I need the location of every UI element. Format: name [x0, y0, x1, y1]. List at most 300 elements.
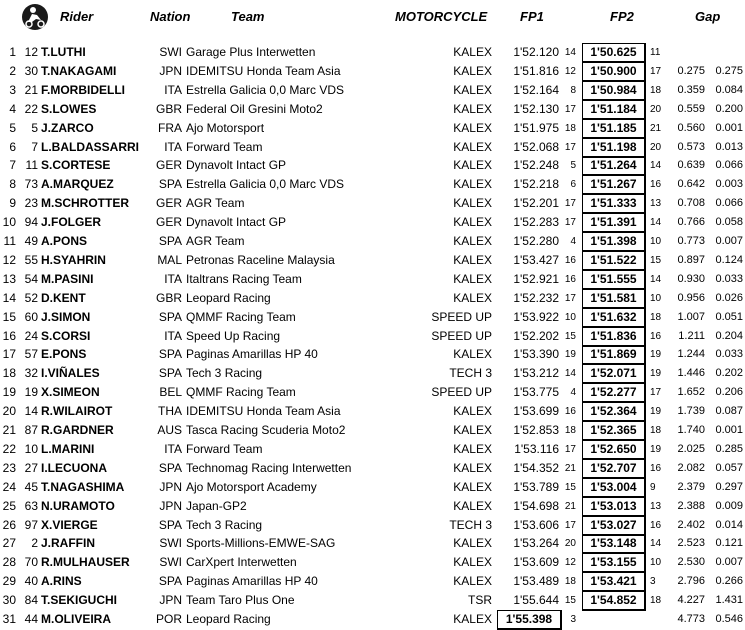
gap-to-previous: 0.087 — [715, 405, 743, 418]
fp2-time: 1'51.184 — [582, 100, 646, 120]
position: 8 — [9, 177, 16, 192]
team-name: QMMF Racing Team — [186, 309, 296, 324]
fp1-lap: 16 — [564, 406, 576, 418]
header-motorcycle: MOTORCYCLE — [395, 9, 488, 24]
fp1-time: 1'53.775 — [513, 385, 559, 400]
header-rider: Rider — [60, 9, 94, 24]
position: 7 — [9, 158, 16, 173]
table-row — [0, 156, 745, 175]
gap-to-leader: 1.211 — [678, 329, 705, 342]
motorcycle: KALEX — [453, 574, 492, 589]
fp1-lap: 14 — [564, 47, 576, 58]
team-name: IDEMITSU Honda Team Asia — [186, 404, 341, 419]
fp1-time: 1'53.922 — [513, 309, 559, 324]
table-row — [0, 62, 745, 81]
header-team: Team — [231, 9, 265, 24]
table-row — [0, 308, 745, 327]
team-name: Paginas Amarillas HP 40 — [186, 574, 318, 589]
rider-number: 63 — [24, 498, 38, 513]
nation: ITA — [164, 82, 182, 97]
table-row — [0, 591, 745, 610]
gap-to-previous: 0.285 — [715, 442, 743, 455]
gap-to-previous: 0.033 — [715, 272, 743, 285]
gap-to-previous: 0.266 — [715, 575, 743, 588]
rider-number: 22 — [24, 101, 38, 116]
fp2-time: 1'51.391 — [582, 213, 646, 233]
fp1-lap: 17 — [564, 292, 576, 304]
table-row — [0, 478, 745, 497]
fp1-lap: 18 — [564, 122, 576, 134]
fp2-lap: 20 — [650, 141, 662, 153]
fp1-lap: 14 — [564, 368, 576, 380]
table-row — [0, 43, 745, 62]
gap-to-previous: 0.057 — [715, 461, 743, 474]
gap-to-previous: 0.124 — [715, 253, 743, 266]
gap-to-previous: 0.013 — [715, 140, 743, 153]
position: 31 — [2, 612, 16, 626]
fp1-time: 1'53.699 — [513, 404, 559, 419]
position: 14 — [2, 290, 16, 305]
rider-name: I.LECUONA — [41, 460, 107, 475]
team-name: AGR Team — [186, 234, 245, 248]
gap-to-previous: 0.007 — [715, 235, 743, 247]
rider-number: 70 — [24, 555, 38, 570]
table-row — [0, 402, 745, 421]
position: 17 — [2, 347, 16, 362]
fp1-time: 1'52.068 — [513, 139, 559, 154]
fp2-lap: 15 — [650, 254, 662, 266]
fp1-lap: 16 — [564, 254, 576, 266]
fp2-time: 1'51.869 — [582, 345, 646, 365]
fp2-time: 1'51.522 — [582, 251, 646, 271]
fp2-lap: 16 — [650, 519, 662, 531]
rider-number: 32 — [24, 366, 38, 381]
fp2-time: 1'52.277 — [582, 383, 646, 403]
motorcycle: KALEX — [453, 196, 492, 211]
rider-number: 14 — [24, 404, 38, 419]
motorcycle: KALEX — [453, 252, 492, 267]
position: 2 — [9, 63, 16, 78]
fp1-lap: 3 — [570, 614, 576, 625]
gap-to-leader: 2.402 — [677, 518, 705, 531]
table-row — [0, 534, 745, 553]
fp2-time: 1'51.581 — [582, 289, 646, 309]
motorcycle: KALEX — [453, 234, 492, 248]
position: 11 — [3, 234, 16, 248]
rider-name: N.URAMOTO — [41, 498, 115, 513]
gap-to-previous: 0.026 — [715, 291, 743, 304]
team-name: Leopard Racing — [186, 290, 271, 305]
gap-to-leader: 2.025 — [677, 442, 705, 455]
team-name: Ajo Motorsport — [186, 120, 265, 135]
rider-number: 49 — [24, 234, 38, 248]
rider-name: L.BALDASSARRI — [41, 139, 139, 154]
table-row — [0, 516, 745, 535]
fp1-time: 1'53.212 — [513, 366, 559, 381]
gap-to-previous: 0.200 — [715, 102, 743, 115]
rider-number: 60 — [24, 309, 38, 324]
table-row — [0, 194, 745, 213]
team-name: Paginas Amarillas HP 40 — [186, 347, 318, 362]
fp2-lap: 20 — [650, 103, 662, 115]
team-name: Speed Up Racing — [186, 328, 281, 343]
fp2-time: 1'51.198 — [582, 138, 646, 158]
position: 10 — [2, 215, 16, 230]
table-row — [0, 251, 745, 270]
nation: JPN — [159, 498, 182, 513]
gap-to-previous: 1.431 — [715, 594, 743, 607]
fp2-time: 1'51.836 — [582, 327, 646, 347]
motorcycle: TECH 3 — [449, 517, 492, 532]
fp2-lap: 19 — [650, 349, 662, 361]
table-row — [0, 232, 745, 251]
team-name: CarXpert Interwetten — [186, 555, 297, 570]
fp2-time: 1'51.333 — [582, 194, 646, 214]
fp1-time: 1'53.606 — [513, 517, 559, 532]
gap-to-leader: 0.956 — [677, 291, 705, 304]
motorcycle: TECH 3 — [449, 366, 492, 381]
rider-number: 7 — [31, 139, 38, 154]
fp1-time: 1'55.644 — [513, 593, 559, 608]
fp2-time: 1'51.185 — [582, 119, 646, 139]
fp1-time: 1'54.698 — [513, 498, 559, 513]
fp2-time: 1'51.267 — [582, 175, 646, 195]
position: 21 — [2, 423, 16, 437]
position: 12 — [2, 252, 16, 267]
gap-to-previous: 0.297 — [715, 480, 743, 493]
gap-to-leader: 4.227 — [677, 594, 705, 607]
fp2-lap: 19 — [650, 406, 662, 418]
table-row — [0, 100, 745, 119]
fp1-time: 1'52.202 — [513, 328, 559, 343]
gap-to-leader: 1.007 — [677, 310, 705, 323]
fp2-lap: 9 — [650, 481, 656, 493]
fp2-lap: 10 — [650, 557, 662, 569]
motorcycle: KALEX — [453, 441, 492, 456]
fp2-lap: 16 — [650, 179, 662, 191]
gap-to-leader: 1.446 — [677, 367, 705, 380]
rider-name: L.MARINI — [41, 441, 95, 456]
fp2-lap: 21 — [650, 122, 662, 134]
fp2-time: 1'53.148 — [582, 534, 646, 554]
position: 30 — [2, 593, 16, 608]
team-name: Federal Oil Gresini Moto2 — [186, 101, 323, 116]
fp1-lap: 15 — [564, 595, 576, 607]
nation: SWI — [159, 536, 182, 551]
motorcycle: KALEX — [453, 404, 492, 419]
team-name: Leopard Racing — [186, 612, 271, 626]
fp1-time: 1'52.853 — [513, 423, 559, 437]
table-row — [0, 364, 745, 383]
motorcycle: KALEX — [453, 158, 492, 173]
fp2-lap: 14 — [650, 538, 662, 550]
fp2-time: 1'53.027 — [582, 516, 646, 536]
rider-name: J.ZARCO — [41, 120, 94, 135]
rider-number: 57 — [24, 347, 38, 362]
fp1-lap: 16 — [564, 273, 576, 285]
rider-name: S.CORSI — [41, 328, 91, 343]
rider-number: 55 — [24, 252, 38, 267]
fp2-time: 1'53.004 — [582, 478, 646, 498]
gap-to-previous: 0.202 — [715, 367, 743, 380]
fp1-lap: 18 — [564, 425, 576, 436]
fp2-lap: 18 — [650, 425, 662, 436]
fp2-lap: 17 — [650, 387, 662, 399]
rider-name: J.RAFFIN — [41, 536, 95, 551]
fp2-lap: 13 — [650, 198, 662, 210]
nation: SPA — [158, 574, 182, 589]
fp1-lap: 21 — [564, 462, 576, 474]
fp2-lap: 10 — [650, 236, 662, 247]
motorcycle: KALEX — [453, 536, 492, 551]
gap-to-previous: 0.009 — [715, 499, 743, 512]
nation: GER — [155, 196, 182, 211]
rider-number: 11 — [25, 158, 38, 173]
table-header — [0, 0, 745, 30]
fp1-lap: 10 — [564, 311, 576, 323]
rider-name: D.KENT — [41, 290, 86, 305]
team-name: QMMF Racing Team — [186, 385, 296, 400]
fp1-time: 1'52.248 — [513, 158, 559, 173]
nation: JPN — [159, 63, 182, 78]
team-name: Tasca Racing Scuderia Moto2 — [186, 423, 346, 437]
fp1-lap: 20 — [564, 538, 576, 550]
gap-to-previous: 0.066 — [715, 197, 743, 210]
fp2-time: 1'51.398 — [582, 232, 646, 252]
rider-number: 45 — [24, 479, 38, 494]
fp1-time: 1'52.201 — [513, 196, 559, 211]
motorcycle: KALEX — [453, 63, 492, 78]
rider-number: 19 — [24, 385, 38, 400]
table-row — [0, 421, 745, 440]
gap-to-leader: 0.359 — [677, 83, 705, 96]
position: 24 — [2, 479, 16, 494]
gap-to-previous: 0.051 — [715, 310, 743, 323]
rider-number: 52 — [24, 290, 38, 305]
fp2-time: 1'51.632 — [582, 308, 646, 328]
fp2-time: 1'52.707 — [582, 459, 646, 479]
fp1-lap: 15 — [564, 481, 576, 493]
motorcycle: KALEX — [453, 139, 492, 154]
motorcycle: KALEX — [453, 479, 492, 494]
rider-name: R.MULHAUSER — [41, 555, 130, 570]
rider-name: H.SYAHRIN — [41, 252, 106, 267]
fp1-time: 1'53.789 — [513, 479, 559, 494]
rider-number: 5 — [31, 120, 38, 135]
gap-to-previous: 0.007 — [715, 556, 743, 569]
team-name: AGR Team — [186, 196, 245, 211]
fp2-time: 1'51.555 — [582, 270, 646, 290]
nation: SPA — [158, 234, 182, 248]
nation: ITA — [164, 139, 182, 154]
table-row — [0, 459, 745, 478]
table-row — [0, 213, 745, 232]
table-row — [0, 289, 745, 308]
rider-name: A.RINS — [41, 574, 82, 589]
rider-number: 21 — [24, 82, 38, 97]
motorcycle: KALEX — [453, 82, 492, 97]
fp2-time: 1'50.984 — [582, 81, 646, 101]
table-row — [0, 138, 745, 157]
fp1-time: 1'51.816 — [513, 63, 559, 78]
fp1-time: 1'52.120 — [513, 45, 559, 59]
gap-to-leader: 1.740 — [677, 424, 705, 436]
table-row — [0, 383, 745, 402]
motorcycle: KALEX — [453, 498, 492, 513]
nation: SPA — [158, 309, 182, 324]
position: 6 — [9, 139, 16, 154]
fp2-time: 1'51.264 — [582, 156, 646, 176]
gap-to-leader: 0.559 — [677, 102, 705, 115]
fp1-lap: 19 — [564, 349, 576, 361]
position: 27 — [2, 536, 16, 551]
position: 29 — [2, 574, 16, 589]
fp2-time: 1'50.900 — [582, 62, 646, 82]
fp1-time: 1'53.489 — [513, 574, 559, 589]
fp1-lap: 15 — [564, 330, 576, 342]
position: 19 — [2, 385, 16, 400]
rider-number: 97 — [24, 517, 38, 532]
nation: GBR — [155, 101, 182, 116]
rider-number: 23 — [24, 196, 38, 211]
fp1-time: 1'52.280 — [513, 234, 559, 248]
gap-to-previous: 0.033 — [715, 348, 743, 361]
nation: ITA — [164, 328, 182, 343]
header-nation: Nation — [150, 9, 191, 24]
gap-to-leader: 2.379 — [677, 480, 705, 493]
rider-number: 2 — [31, 536, 38, 551]
motorcycle: KALEX — [453, 271, 492, 286]
team-name: Garage Plus Interwetten — [186, 45, 316, 59]
fp2-lap: 19 — [650, 443, 662, 455]
gap-to-previous: 0.084 — [715, 83, 743, 96]
fp1-time: 1'53.609 — [513, 555, 559, 570]
motorcycle-rider-icon — [22, 4, 48, 30]
gap-to-previous: 0.275 — [715, 64, 743, 77]
gap-to-leader: 0.766 — [677, 216, 705, 229]
fp1-time: 1'52.283 — [513, 215, 559, 230]
team-name: Technomag Racing Interwetten — [186, 460, 352, 475]
nation: SPA — [158, 177, 182, 192]
rider-name: T.LUTHI — [41, 45, 86, 59]
fp1-time: 1'53.264 — [513, 536, 559, 551]
motorcycle: KALEX — [453, 612, 492, 626]
gap-to-leader: 0.560 — [677, 121, 705, 134]
gap-to-previous: 0.001 — [715, 121, 743, 134]
position: 15 — [2, 309, 16, 324]
nation: JPN — [159, 479, 182, 494]
fp1-lap: 8 — [570, 84, 576, 96]
position: 23 — [2, 460, 16, 475]
position: 22 — [2, 441, 16, 456]
motorcycle: KALEX — [453, 290, 492, 305]
motorcycle: KALEX — [453, 177, 492, 192]
motorcycle: KALEX — [453, 423, 492, 437]
fp2-lap: 18 — [650, 595, 662, 607]
rider-name: X.SIMEON — [41, 385, 100, 400]
fp2-lap: 16 — [650, 330, 662, 342]
nation: SPA — [158, 366, 182, 381]
table-row — [0, 572, 745, 591]
header-fp1: FP1 — [520, 9, 544, 24]
position: 3 — [9, 82, 16, 97]
position: 16 — [2, 328, 16, 343]
fp2-lap: 14 — [650, 273, 662, 285]
rider-name: M.SCHROTTER — [41, 196, 129, 211]
rider-name: J.FOLGER — [41, 215, 102, 230]
table-row — [0, 119, 745, 138]
fp1-lap: 4 — [570, 387, 576, 399]
fp1-lap: 5 — [570, 160, 576, 172]
header-gap: Gap — [695, 9, 721, 24]
position: 20 — [2, 404, 16, 419]
motorcycle: SPEED UP — [431, 385, 492, 400]
fp1-time: 1'54.352 — [513, 460, 559, 475]
nation: GER — [155, 158, 182, 173]
nation: BEL — [159, 385, 182, 400]
team-name: Tech 3 Racing — [186, 517, 263, 532]
rider-name: X.VIERGE — [41, 517, 98, 532]
fp1-lap: 17 — [564, 198, 576, 210]
fp1-lap: 12 — [564, 557, 576, 569]
fp2-lap: 3 — [650, 576, 656, 588]
fp2-time: 1'50.625 — [582, 43, 646, 63]
nation: SWI — [159, 555, 182, 570]
rider-name: F.MORBIDELLI — [41, 82, 125, 97]
rider-name: E.PONS — [41, 347, 87, 362]
fp1-lap: 17 — [564, 103, 576, 115]
team-name: Team Taro Plus One — [186, 593, 295, 608]
position: 1 — [9, 45, 16, 59]
gap-to-previous: 0.546 — [715, 613, 743, 625]
gap-to-previous: 0.066 — [715, 159, 743, 172]
rider-name: A.MARQUEZ — [41, 177, 114, 192]
fp1-lap: 17 — [564, 443, 576, 455]
fp2-time: 1'52.365 — [582, 421, 646, 441]
team-name: Forward Team — [186, 441, 263, 456]
rider-number: 40 — [24, 574, 38, 589]
motorcycle: SPEED UP — [431, 328, 492, 343]
fp1-time: 1'51.975 — [513, 120, 559, 135]
gap-to-previous: 0.121 — [715, 537, 743, 550]
team-name: Japan-GP2 — [186, 498, 247, 513]
fp1-lap: 17 — [564, 519, 576, 531]
team-name: Tech 3 Racing — [186, 366, 263, 381]
fp2-lap: 19 — [650, 368, 662, 380]
team-name: Italtrans Racing Team — [186, 271, 302, 286]
team-name: IDEMITSU Honda Team Asia — [186, 63, 341, 78]
nation: SWI — [159, 45, 182, 59]
gap-to-leader: 0.773 — [677, 235, 705, 247]
table-row — [0, 440, 745, 459]
gap-to-leader: 2.082 — [677, 461, 705, 474]
position: 18 — [2, 366, 16, 381]
fp1-time: 1'52.130 — [513, 101, 559, 116]
gap-to-leader: 0.573 — [677, 140, 705, 153]
motorcycle: KALEX — [453, 347, 492, 362]
rider-name: T.NAGASHIMA — [41, 479, 125, 494]
fp2-time: 1'52.650 — [582, 440, 646, 460]
nation: ITA — [164, 271, 182, 286]
gap-to-leader: 0.642 — [677, 178, 705, 191]
nation: THA — [158, 404, 182, 419]
rider-name: R.GARDNER — [41, 423, 114, 437]
fp2-time: 1'52.364 — [582, 402, 646, 422]
fp2-lap: 13 — [650, 500, 662, 512]
rider-number: 54 — [24, 271, 38, 286]
rider-number: 73 — [24, 177, 38, 192]
fp1-time: 1'53.116 — [514, 441, 559, 456]
